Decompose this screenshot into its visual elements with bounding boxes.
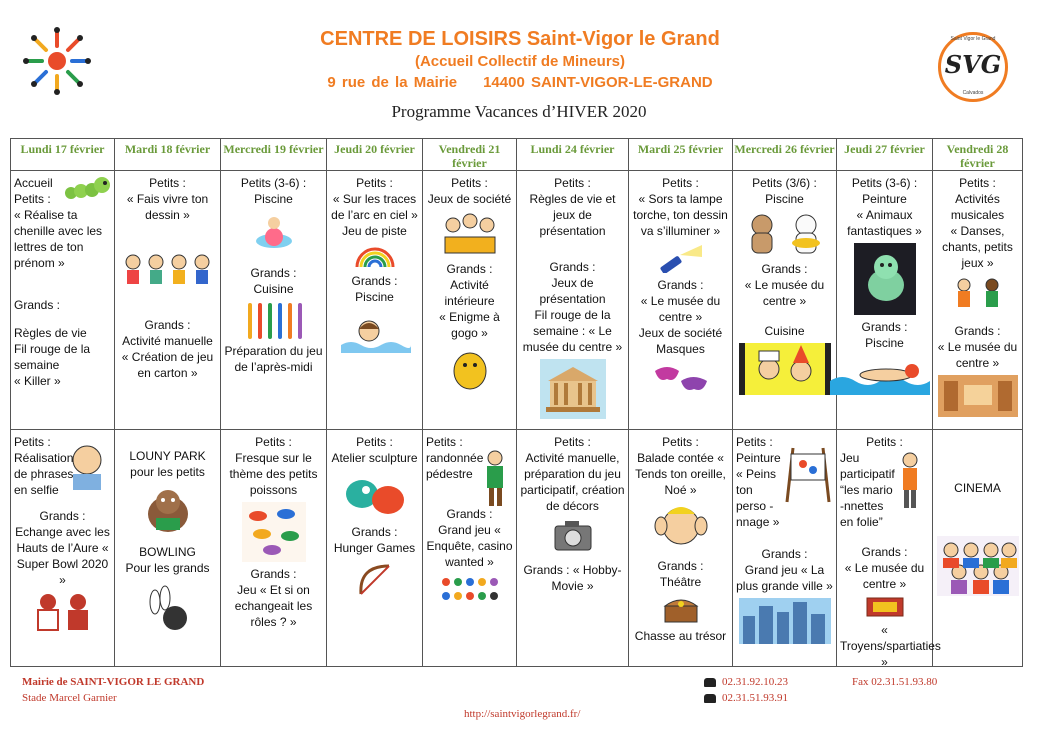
activity-cell (629, 171, 732, 429)
address-street: 9 rue de la Mairie (327, 74, 458, 91)
cell-text: Grands : (250, 567, 297, 581)
activity-cell (221, 171, 326, 429)
museum-hall-icon (938, 375, 1018, 417)
cell-text: « Le musée du centre » (640, 294, 721, 324)
cell-text: Grands : (250, 266, 297, 280)
cell-text: CINEMA (954, 481, 1001, 495)
listening-boy-icon (653, 502, 709, 554)
cell-text: Cuisine (253, 282, 294, 296)
cell-text: Piscine (254, 192, 293, 206)
activity-cell (733, 171, 836, 429)
caterpillar-icon (63, 173, 111, 203)
cell-text: Règles de vie (14, 326, 87, 340)
cell-text: Grands : (351, 274, 398, 288)
casino-tokens-icon (438, 574, 502, 604)
bowling-icon (143, 580, 193, 632)
cell-text: « Enigme à gogo » (439, 310, 500, 340)
morning-row (11, 171, 1023, 430)
cell-text: Jeu « Et si on echangeait les rôles ? » (234, 583, 313, 629)
board-games-icon (435, 211, 505, 257)
day-header: Mardi 25 février (629, 139, 733, 171)
cell-text: Petits : (255, 435, 292, 449)
phone-2-text: 02.31.51.93.91 (722, 692, 788, 704)
puppet-kid-icon (895, 450, 925, 510)
cell-text: Grands : (446, 262, 493, 276)
footer-stade: Stade Marcel Garnier (22, 692, 117, 704)
activity-cell (517, 430, 628, 666)
cell-text: Echange avec les Hauts de l’Aure « Super Bowl 2020 » (15, 525, 110, 587)
museum-painting-icon (865, 596, 905, 618)
cell-text: Activité manuelle (122, 334, 213, 348)
day-header: Lundi 17 février (11, 139, 115, 171)
cell-text: Petits : (356, 435, 393, 449)
logo-monogram: SVG (944, 50, 1002, 79)
louny-park-mascot-icon (142, 484, 194, 534)
cell-text: Grands : (144, 318, 191, 332)
cell-text: Petits : (959, 176, 996, 190)
activity-cell (629, 430, 732, 666)
cell-text: Piscine (865, 336, 904, 350)
activity-cell (11, 171, 114, 429)
cell-text: Jeux de présentation (539, 276, 606, 306)
cell-text: « Le musée du centre » (844, 561, 925, 591)
programme-table (10, 138, 1023, 667)
cell-text: Jeux de société (638, 326, 723, 340)
cell-text: randonnée pédestre (426, 451, 484, 481)
phone-icon (704, 694, 716, 703)
cell-text: Petits : (662, 176, 699, 190)
day-header: Vendredi 21 février (423, 139, 517, 171)
cell-text: Masques (656, 342, 705, 356)
cell-text: Petits : (14, 435, 51, 449)
address-city: 14400 SAINT-VIGOR-LE-GRAND (483, 74, 713, 91)
cell-text: Piscine (355, 290, 394, 304)
logo-bottom-text: Calvados (962, 90, 984, 96)
cell-text: Réalisation de phrases en selfie (14, 451, 74, 497)
cinema-audience-icon (937, 536, 1019, 596)
cell-text: Petits : (554, 435, 591, 449)
footer-phone-2 (704, 692, 788, 704)
cell-text: Jeu de piste (342, 224, 407, 238)
cell-text: Grands : (861, 545, 908, 559)
cell-text: « Sur les traces de l’arc en ciel » (331, 192, 418, 222)
cell-text: Jeux de société (427, 192, 512, 206)
camera-icon (553, 518, 593, 552)
museum-icon (540, 359, 606, 419)
swim-ring-icon (254, 211, 294, 251)
swimmer-icon (339, 309, 411, 353)
cell-text: Jeu participatif “les mario -nnettes en folie” (840, 451, 895, 529)
selfie-child-icon (65, 442, 107, 492)
treasure-chest-icon (661, 594, 701, 624)
activity-cell (115, 171, 220, 429)
cell-text: Grands : (761, 547, 808, 561)
cell-text: Grands : (657, 278, 704, 292)
mystery-character-icon (445, 345, 495, 393)
cell-text: Accueil (14, 176, 53, 190)
cell-text: « Troyens/spartiaties » (840, 623, 941, 669)
chefs-cooking-icon (739, 343, 831, 395)
cell-text: Petits : (426, 435, 463, 449)
cell-text: Grand jeu « Enquête, casino wanted » (426, 523, 513, 569)
activity-cell (933, 171, 1022, 429)
cell-text: « Sors ta lampe torche, ton dessin va s’illuminer » (633, 192, 728, 238)
activity-cell (837, 430, 941, 669)
rainbow-icon (353, 243, 397, 269)
cooking-utensils-icon (244, 301, 304, 339)
cell-text: Grands : (351, 525, 398, 539)
centre-subtitle: (Accueil Collectif de Mineurs) (414, 53, 626, 70)
cell-text: Théâtre (659, 575, 702, 589)
phone-1-text: 02.31.92.10.23 (722, 676, 788, 688)
fish-fresco-icon (242, 502, 306, 562)
activity-cell (423, 430, 516, 666)
day-header: Mercredi 19 février (221, 139, 327, 171)
cell-text: Activités musicales (950, 192, 1005, 222)
cell-text: « Création de jeu en carton » (121, 350, 214, 380)
phone-icon (704, 678, 716, 687)
day-header: Jeudi 27 février (837, 139, 933, 171)
cell-text: Petits : (149, 176, 186, 190)
cell-text: Atelier sculpture (331, 451, 418, 465)
cell-text: Activité manuelle, préparation du jeu participatif, création de décors (520, 451, 625, 513)
activity-cell (733, 430, 836, 666)
cell-text: « Le musée du centre » (744, 278, 825, 308)
activity-cell (837, 171, 932, 429)
carnival-masks-icon (651, 361, 711, 397)
footer-phone-1 (704, 676, 788, 688)
city-skyline-icon (739, 598, 831, 644)
fantasy-animal-icon (854, 243, 916, 315)
cell-text: Grands : (14, 298, 61, 312)
activity-cell (327, 430, 422, 666)
day-header: Jeudi 20 février (327, 139, 423, 171)
football-players-icon (28, 592, 98, 632)
cell-text: Grands : (761, 262, 808, 276)
cell-text: Fresque sur le thème des petits poissons (229, 451, 318, 497)
cell-text: Piscine (765, 192, 804, 206)
cell-text: Règles de vie et jeux de présentation (529, 192, 616, 238)
programme-title: Programme Vacances d’HIVER 2020 (391, 102, 647, 121)
cell-text: Grands : « Hobby-Movie » (523, 563, 622, 593)
bow-arrow-icon (355, 560, 395, 600)
cell-text: Petits : (356, 176, 393, 190)
cell-text: « Killer » (14, 374, 61, 388)
activity-cell (517, 171, 628, 429)
day-header: Mercredi 26 février (733, 139, 837, 171)
flashlight-icon (656, 243, 706, 273)
cell-text: Balade contée « Tends ton oreille, Noé » (635, 451, 726, 497)
cell-text: Petits (3-6) : (851, 176, 918, 190)
cell-text: Petits : (451, 176, 488, 190)
cell-text: BOWLING (139, 545, 196, 559)
centre-address (10, 74, 1030, 91)
cell-text: « Danses, chants, petits jeux » (942, 224, 1013, 270)
activity-cell (327, 171, 422, 429)
footer-fax: Fax 02.31.51.93.80 (852, 676, 938, 688)
cell-text: Petits : (14, 192, 51, 206)
cell-text: Petits (3/6) : (752, 176, 817, 190)
day-header: Vendredi 28 février (933, 139, 1023, 171)
activity-cell (933, 430, 1022, 666)
cell-text: Petits : (866, 435, 903, 449)
cell-text: « Réalise ta chenille avec les lettres de ton prénom » (14, 208, 103, 270)
day-header: Lundi 24 février (517, 139, 629, 171)
cell-text: Grands : (39, 509, 86, 523)
cell-text: Grands : (861, 320, 908, 334)
activity-cell (221, 430, 326, 666)
cell-text: Petits : (662, 435, 699, 449)
cell-text: Cuisine (764, 324, 805, 338)
cell-text: LOUNY PARK pour les petits (129, 449, 206, 479)
cell-text: Chasse au trésor (634, 629, 727, 643)
cell-text: Grands : (657, 559, 704, 573)
logo-top-text: Saint Vigor le Grand (950, 36, 996, 42)
activity-cell (11, 430, 114, 666)
cell-text: Activité intérieure (444, 278, 495, 308)
cell-text: Peinture « Peins ton perso -nnage » (736, 451, 781, 529)
cell-text: Fil rouge de la semaine (14, 342, 91, 372)
bears-swimming-icon (740, 211, 830, 257)
children-drawing-icon (122, 253, 214, 287)
cell-text: Grand jeu « La plus grande ville » (736, 563, 833, 593)
painter-easel-icon (783, 444, 833, 504)
cell-text: Fil rouge de la semaine : « Le musée du centre » (522, 308, 623, 354)
day-header-row (11, 139, 1023, 171)
afternoon-row (11, 430, 1023, 667)
activity-cell (115, 430, 220, 666)
cell-text: Petits : (554, 176, 591, 190)
cell-text: Pour les grands (125, 561, 210, 575)
activity-cell (423, 171, 516, 429)
cell-text: Grands : (446, 507, 493, 521)
cell-text: « Animaux fantastiques » (847, 208, 922, 238)
centre-title: CENTRE DE LOISIRS Saint-Vigor le Grand (320, 28, 720, 50)
cell-text: Petits : (736, 435, 773, 449)
swimmer-pool-icon (830, 355, 930, 395)
footer-url-link[interactable]: http://saintvigorlegrand.fr/ (464, 708, 581, 720)
hiker-icon (475, 448, 515, 510)
footer-mairie: Mairie de SAINT-VIGOR LE GRAND (22, 676, 205, 688)
cell-text: Peinture (862, 192, 907, 206)
cell-text: Grands : (954, 324, 1001, 338)
day-header: Mardi 18 février (115, 139, 221, 171)
dancing-kids-icon (946, 275, 1010, 319)
cell-text: Préparation du jeu de l’après-midi (224, 344, 323, 374)
cell-text: « Le musée du centre » (937, 340, 1018, 370)
clay-sculpture-icon (342, 470, 408, 520)
cell-text: Hunger Games (333, 541, 416, 555)
cell-text: « Fais vivre ton dessin » (126, 192, 209, 222)
cell-text: Petits (3-6) : (240, 176, 307, 190)
cell-text: Grands : (549, 260, 596, 274)
